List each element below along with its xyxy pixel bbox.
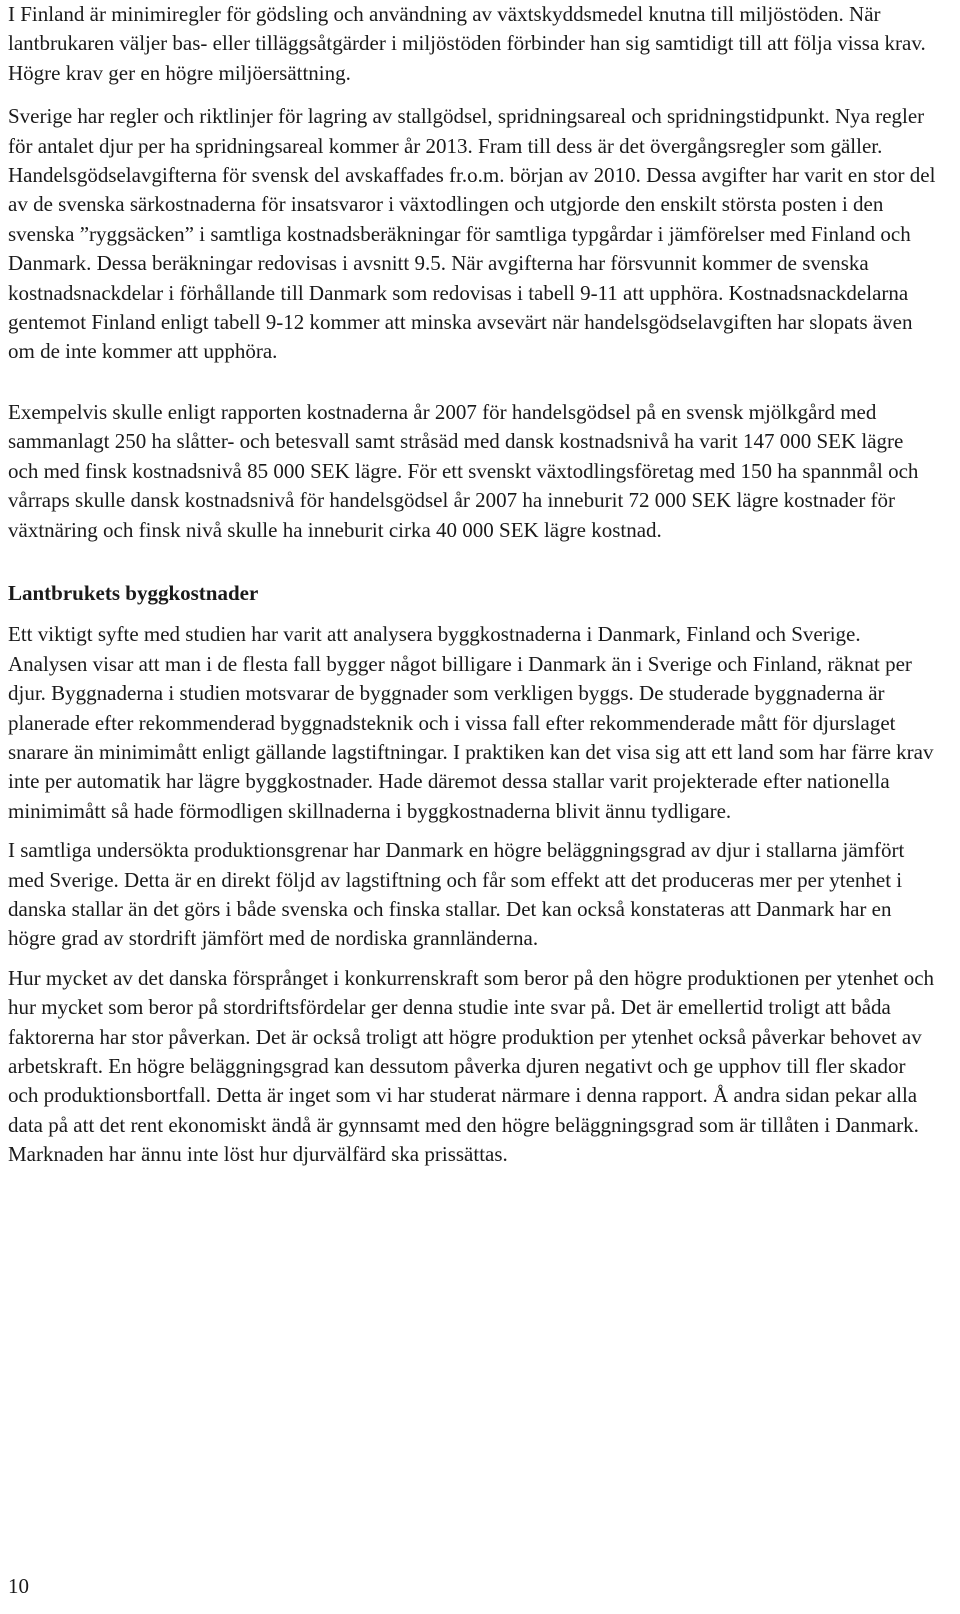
paragraph-stocking-density: I samtliga undersökta produktionsgrenar har Danmark en högre beläggningsgrad av djur i stallarna jämfört med Sverige. Detta är en direkt följd av lagstiftning och får som effekt att det produceras mer per ytenhet i danska stallar än det görs i både svenska och finska stallar. Det kan också konstateras att Danmark har en högre grad av stordrift jämfört med de nordiska grannländerna.: [8, 838, 905, 951]
document-page: [8, 0, 938, 1170]
section-heading-building-costs: Lantbrukets byggkostnader: [8, 580, 259, 605]
paragraph-building-analysis: Ett viktigt syfte med studien har varit att analysera byggkostnaderna i Danmark, Finland och Sverige. Analysen visar att man i de flesta fall bygger något billigare i Danmark än i Sverige och Finland, räknat per djur. Byggnaderna i studien motsvarar de byggnader som verkligen byggs. De studerade byggnaderna är planerade efter rekommenderad byggnadsteknik och i vissa fall efter rekommenderade mått för djurslaget snarare än minimimått enligt gällande lagstiftningar. I praktiken kan det visa sig att ett land som har färre krav inte per automatik har lägre byggkostnader. Hade däremot dessa stallar varit projekterade efter nationella minimimått så hade förmodligen skillnaderna i byggkostnaderna blivit ännu tydligare.: [8, 622, 934, 823]
paragraph-competitiveness: Hur mycket av det danska försprånget i konkurrenskraft som beror på den högre produktionen per ytenhet och hur mycket som beror på stordriftsfördelar ger denna studie inte svar på. Det är emellertid troligt att båda faktorerna har stor påverkan. Det är också troligt att högre produktion per ytenhet också påverkar behovet av arbetskraft. En högre beläggningsgrad kan dessutom påverka djuren negativt och ge upphov till fler skador och produktionsbortfall. Detta är inget som vi har studerat närmare i denna rapport. Å andra sidan pekar alla data på att det rent ekonomiskt ändå är gynnsamt med den högre beläggningsgrad som är tillåten i Danmark. Marknaden har ännu inte löst hur djurvälfärd ska prissättas.: [8, 965, 935, 1167]
paragraph-finland-rules: I Finland är minimiregler för gödsling och användning av växtskyddsmedel knutna till miljöstöden. När lantbrukaren väljer bas- eller tilläggsåtgärder i miljöstöden förbinder han sig samtidigt till att följa vissa krav. Högre krav ger en högre miljöersättning.: [8, 2, 926, 85]
paragraph-example-costs: Exempelvis skulle enligt rapporten kostnaderna år 2007 för handelsgödsel på en svensk mjölkgård med sammanlagt 250 ha slåtter- och betesvall samt stråsäd med dansk kostnadsnivå ha varit 147 000 SEK lägre och med finsk kostnadsnivå 85 000 SEK lägre. För ett svenskt växtodlingsföretag med 150 ha spannmål och vårraps skulle dansk kostnadsnivå för handelsgödsel år 2007 ha inneburit 72 000 SEK lägre kostnader för växtnäring och finsk nivå skulle ha inneburit cirka 40 000 SEK lägre kostnad.: [8, 399, 919, 542]
page-number: 10: [8, 1574, 29, 1598]
paragraph-sweden-rules: Sverige har regler och riktlinjer för lagring av stallgödsel, spridningsareal och spridningstidpunkt. Nya regler för antalet djur per ha spridningsareal kommer år 2013. Fram till dess är det övergångsregler som gäller. Handelsgödselavgifterna för svensk del avskaffades fr.o.m. början av 2010. Dessa avgifter har varit en stor del av de svenska särkostnaderna för insatsvaror i växtodlingen och utgjorde den enskilt största posten i den svenska ”ryggsäcken” i samtliga kostnadsberäkningar för samtliga typgårdar i jämförelser med Finland och Danmark. Dessa beräkningar redovisas i avsnitt 9.5. När avgifterna har försvunnit kommer de svenska kostnadsnackdelar i förhållande till Danmark som redovisas i tabell 9-11 att upphöra. Kostnadsnackdelarna gentemot Finland enligt tabell 9-12 kommer att minska avsevärt när handelsgödselavgiften har slopats även om de inte kommer att upphöra.: [8, 104, 936, 364]
